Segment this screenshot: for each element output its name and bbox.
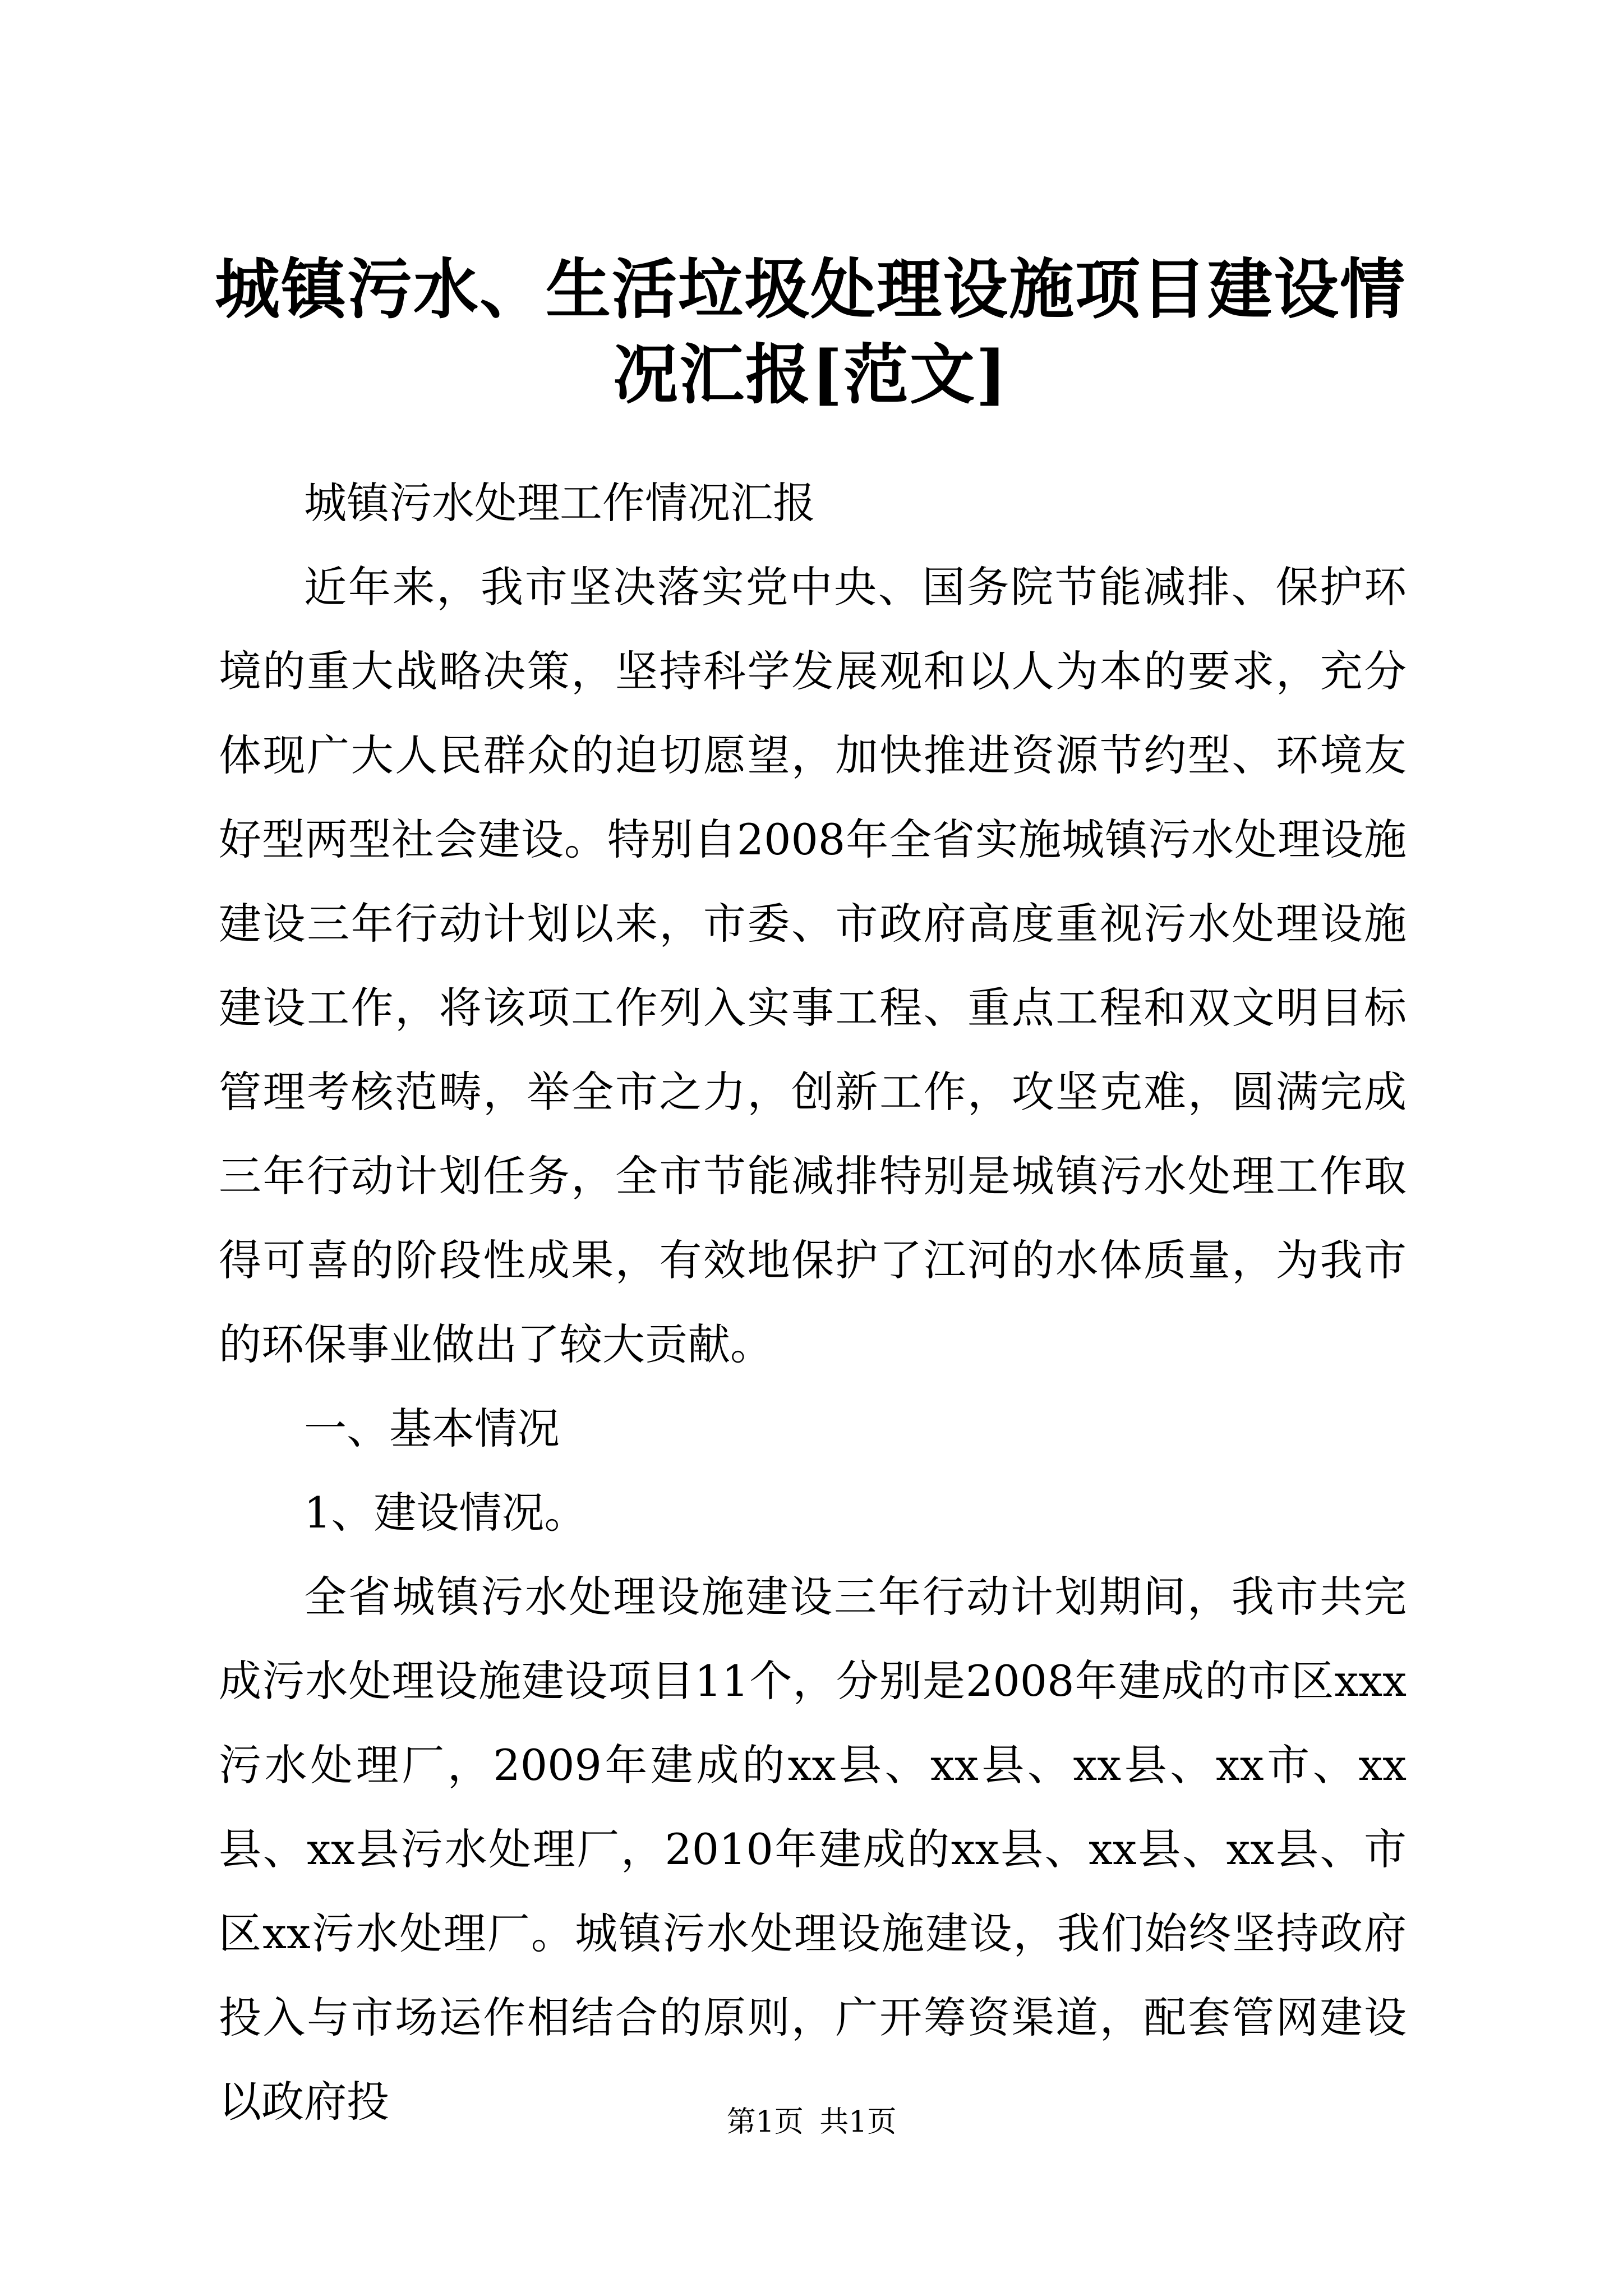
page-total: 共1页	[819, 2105, 897, 2139]
subsection-heading-construction: 1、建设情况。	[304, 1488, 587, 1538]
section-heading-basic: 一、基本情况	[304, 1404, 560, 1453]
paragraph-construction: 全省城镇污水处理设施建设三年行动计划期间，我市共完成污水处理设施建设项目11个，分别是2008年建成的市区xxx污水处理厂，2009年建成的xx县、xx县、xx县、xx市、xx县、xx县污水处理厂，2010年建成的xx县、xx县、xx县、市区xx污水处理厂。城镇污水处理设施建设，我们始终坚持政府投入与市场运作相结合的原则，广开筹资渠道，配套管网建设以政府投	[219, 1572, 1407, 2127]
page-number: 第1页	[726, 2105, 804, 2139]
paragraph-intro: 近年来，我市坚决落实党中央、国务院节能减排、保护环境的重大战略决策，坚持科学发展观和以人为本的要求，充分体现广大人民群众的迫切愿望，加快推进资源节约型、环境友好型两型社会建设。特别自2008年全省实施城镇污水处理设施建设三年行动计划以来，市委、市政府高度重视污水处理设施建设工作，将该项工作列入实事工程、重点工程和双文明目标管理考核范畴，举全市之力，创新工作，攻坚克难，圆满完成三年行动计划任务，全市节能减排特别是城镇污水处理工作取得可喜的阶段性成果，有效地保护了江河的水体质量，为我市的环保事业做出了较大贡献。	[219, 562, 1407, 1369]
page-footer	[0, 2102, 1623, 2142]
document-title: 城镇污水、生活垃圾处理设施项目建设情况汇报[范文]	[215, 251, 1406, 413]
document-body	[219, 461, 1407, 2144]
paragraph-subtitle: 城镇污水处理工作情况汇报	[304, 478, 815, 528]
